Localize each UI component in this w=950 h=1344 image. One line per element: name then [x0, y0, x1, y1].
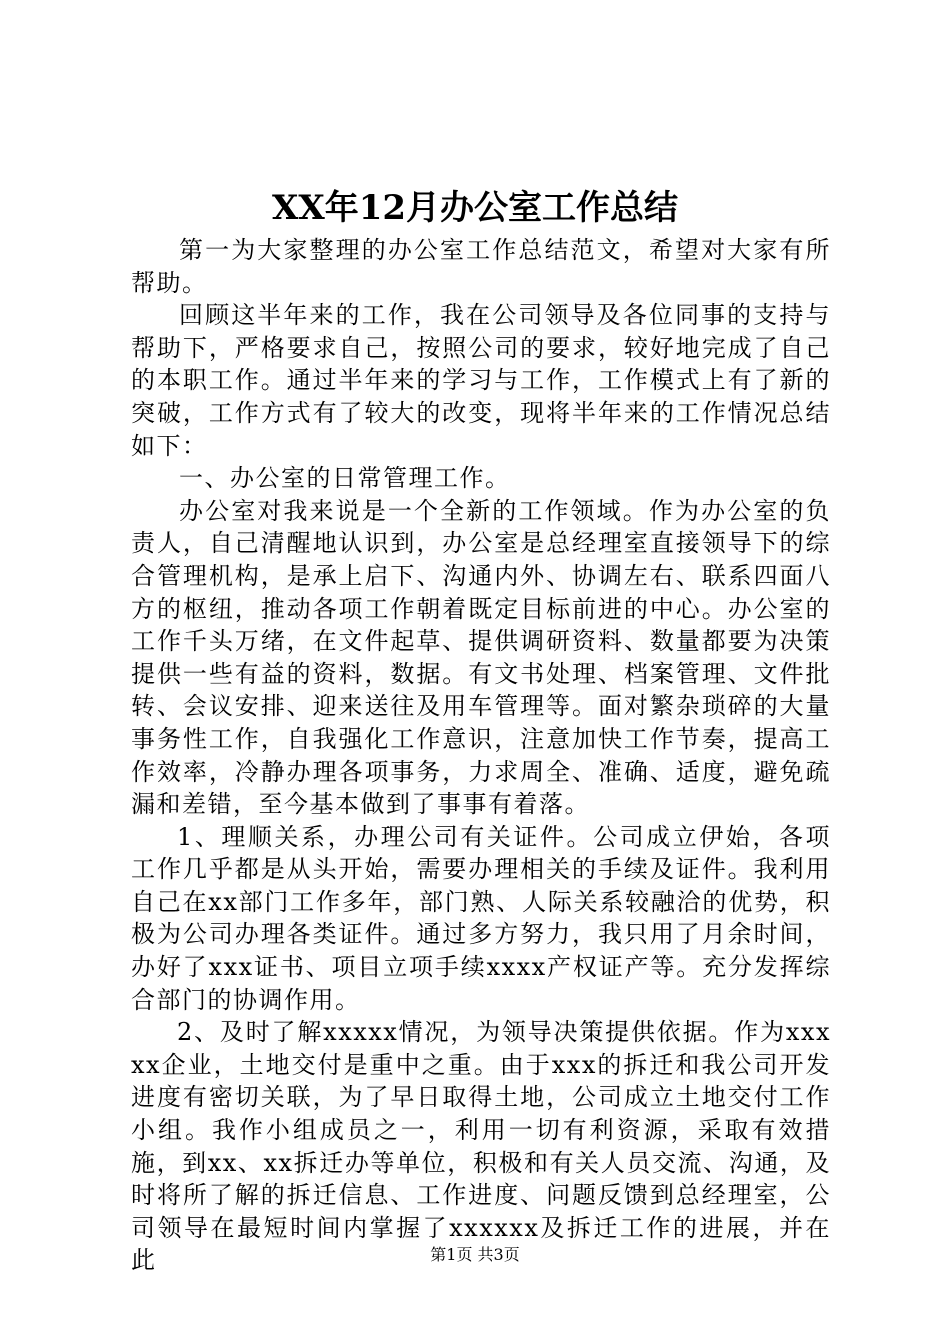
paragraph-review: 回顾这半年来的工作，我在公司领导及各位同事的支持与帮助下，严格要求自己，按照公司的要求，较好地完成了自己的本职工作。通过半年来的学习与工作，工作模式上有了新的突破，工作方式有了较大的改变，现将半年来的工作情况总结如下：	[131, 301, 831, 460]
document-title: XX年12月办公室工作总结	[271, 188, 679, 228]
paragraph-intro: 第一为大家整理的办公室工作总结范文，希望对大家有所帮助。	[131, 236, 831, 297]
section-heading-daily-management: 一、办公室的日常管理工作。	[179, 464, 511, 493]
paragraph-item-1: 1、理顺关系，办理公司有关证件。公司成立伊始，各项工作几乎都是从头开始，需要办理相关的手续及证件。我利用自己在xx部门工作多年，部门熟、人际关系较融洽的优势，积极为公司办理各类证件。通过多方努力，我只用了月余时间，办好了xxx证书、项目立项手续xxxx产权证产等。充分发挥综合部门的协调作用。	[131, 822, 831, 1014]
paragraph-office-role: 办公室对我来说是一个全新的工作领域。作为办公室的负责人，自己清醒地认识到，办公室是总经理室直接领导下的综合管理机构，是承上启下、沟通内外、协调左右、联系四面八方的枢纽，推动各项工作朝着既定目标前进的中心。办公室的工作千头万绪，在文件起草、提供调研资料、数量都要为决策提供一些有益的资料，数据。有文书处理、档案管理、文件批转、会议安排、迎来送往及用车管理等。面对繁杂琐碎的大量事务性工作，自我强化工作意识，注意加快工作节奏，提高工作效率，冷静办理各项事务，力求周全、准确、适度，避免疏漏和差错，至今基本做到了事事有着落。	[131, 496, 831, 819]
paragraph-item-2: 2、及时了解xxxxx情况，为领导决策提供依据。作为xxxxx企业，土地交付是重中之重。由于xxx的拆迁和我公司开发进度有密切关联，为了早日取得土地，公司成立土地交付工作小组。我作小组成员之一，利用一切有利资源，采取有效措施，到xx、xx拆迁办等单位，积极和有关人员交流、沟通，及时将所了解的拆迁信息、工作进度、问题反馈到总经理室，公司领导在最短时间内掌握了xxxxxx及拆迁工作的进展，并在此	[131, 1018, 831, 1275]
page-footer: 第1页 共3页	[430, 1245, 520, 1264]
document-body	[131, 234, 831, 1277]
